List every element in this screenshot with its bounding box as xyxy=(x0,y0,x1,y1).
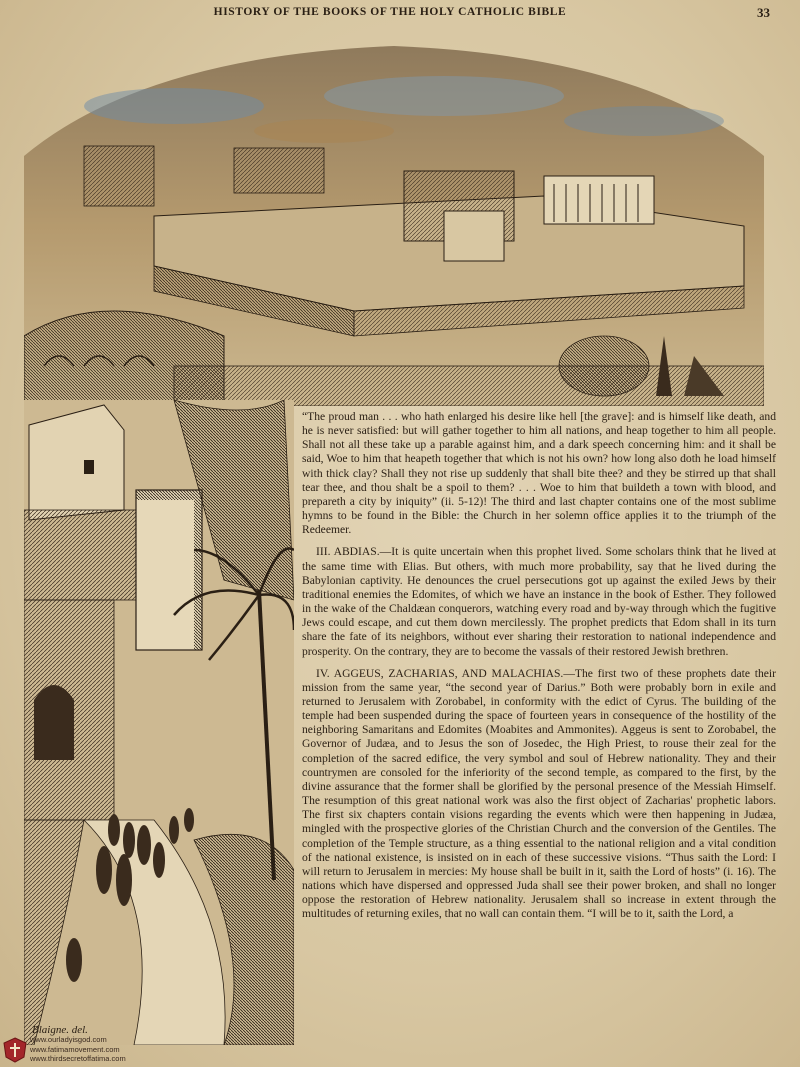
section-abdias xyxy=(302,545,776,658)
watermark-urls xyxy=(30,1035,126,1064)
temple-engraving xyxy=(24,36,764,406)
watermark-url[interactable]: www.fatimamovement.com xyxy=(30,1044,120,1054)
section-text: —The first two of these prophets date their mission from the same year, “the second year of Darius.” Both were probably born in exile and returned to Jerusalem with Zorobabel, in conformity with the edict of Cyrus. The building of the temple had been suspended during the space of fourteen years in consequence of the hostility of the neighboring Samaritans and Edomites (Moabites and Ammonites). Aggeus is sent to Zorobabel, the Governor of Judæa, and to Jesus the son of Josedec, the High Priest, to rouse their zeal for the completion of the sacred edifice, the very symbol and soul of Hebrew nationality. They and their countrymen are consoled for the inferiority of the second temple, as compared to the first, by the divine assurance that the former shall be glorified by the personal presence of the Messiah Himself. The resumption of this great national work was also the first object of Zacharias' prophetic labors. The first six chapters contain visions regarding the events which were then happening in Judæa, mingled with the prospective glories of the Christian Church and the conversion of the Gentiles. The completion of the Temple structure, as a thing essential to the national religion and a vital condition of the national existence, is insisted on in each of these successive visions. “Thus saith the Lord: I will return to Jerusalem in mercies: My house shall be built in it, saith the Lord of hosts” (i. 16). The nations which have dispersed and oppressed Juda shall see their power broken, and shall no longer oppose the restoration of Hebrew nationality. Jerusalem shall so increase in extent through the multitudes of returning exiles, that no wall can contain them. “I will be to it, saith the Lord, a xyxy=(302,666,776,921)
watermark-url[interactable]: www.ourladyisgod.com xyxy=(30,1035,107,1044)
section-heading: IV. AGGEUS, ZACHARIAS, AND MALACHIAS. xyxy=(316,666,564,680)
text-column xyxy=(302,410,776,929)
section-aggeus xyxy=(302,667,776,922)
fatima-logo-icon xyxy=(2,1037,28,1063)
watermark-url[interactable]: www.thirdsecretoffatima.com xyxy=(30,1054,126,1063)
quote-paragraph: “The proud man . . . who hath enlarged his desire like hell [the grave]: and is himself like death, and he is never satisfied: but will gather together to him all nations, and heap together to him all people. Shall not all these take up a parable against him, and a dark speech concerning him: and it shall be said, Woe to him that heapeth together that which is not his own? how long also doth he load himself with thick clay? Shall they not rise up suddenly that shall bite thee? and they be stirred up that shall tear thee, and thou shalt be a spoil to them? . . . Woe to him that buildeth a town with blood, and prepareth a city by iniquity” (ii. 5-12)! The third and last chapter contains one of the most sublime hymns to be found in the Bible: the Church in her solemn office applies it to the triumph of the Redeemer. xyxy=(302,410,776,537)
street-engraving xyxy=(24,400,294,1045)
section-heading: III. ABDIAS. xyxy=(316,545,380,559)
running-head: HISTORY OF THE BOOKS OF THE HOLY CATHOLIC BIBLE xyxy=(213,6,567,18)
engraver-signature: Blaigne. del. xyxy=(32,1024,88,1036)
section-text: —It is quite uncertain when this prophet lived. Some scholars think that he lived at the same time with Elias. But others, with much more probability, say that he lived during the Babylonian captivity. He denounces the cruel persecutions got up against the exiled Jews by their traditional enemies the Edomites, of which we have an instance in the book of Esther. They followed in the wake of the Chaldæan conquerors, watching every road and by-way through which the fugitive Jews could escape, and cut them down mercilessly. The prophet predicts that Edom shall in its turn share the fate of its neighbors, without ever sharing their restoration to national independence and prosperity. On the contrary, they are to become the vassals of their restored Jewish brethren. xyxy=(302,545,776,658)
page-number: 33 xyxy=(757,5,770,20)
